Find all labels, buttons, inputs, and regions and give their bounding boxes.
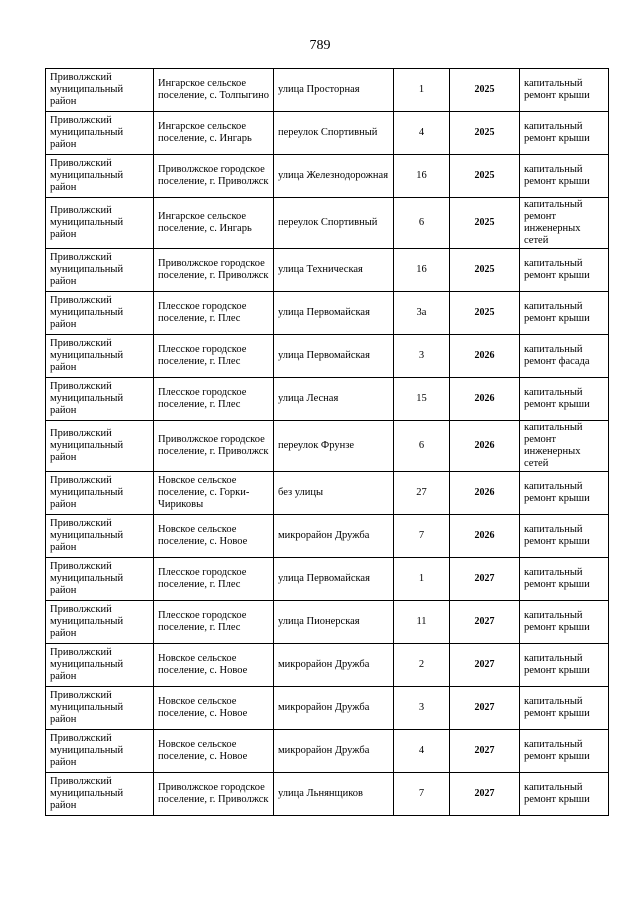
work-type-cell: капитальный ремонт крыши bbox=[520, 730, 609, 773]
year-cell: 2025 bbox=[450, 155, 520, 198]
settlement-cell: Приволжское городское поселение, г. Приволжск bbox=[154, 773, 274, 816]
district-cell: Приволжский муниципальный район bbox=[46, 421, 154, 472]
work-type-cell: капитальный ремонт инженерных сетей bbox=[520, 421, 609, 472]
district-cell: Приволжский муниципальный район bbox=[46, 378, 154, 421]
district-cell: Приволжский муниципальный район bbox=[46, 249, 154, 292]
table-row bbox=[46, 472, 609, 515]
work-type-cell: капитальный ремонт инженерных сетей bbox=[520, 198, 609, 249]
street-cell: микрорайон Дружба bbox=[274, 644, 394, 687]
table-row bbox=[46, 421, 609, 472]
work-type-cell: капитальный ремонт крыши bbox=[520, 378, 609, 421]
year-cell: 2027 bbox=[450, 730, 520, 773]
house-number-cell: 3а bbox=[394, 292, 450, 335]
district-cell: Приволжский муниципальный район bbox=[46, 515, 154, 558]
district-cell: Приволжский муниципальный район bbox=[46, 335, 154, 378]
settlement-cell: Приволжское городское поселение, г. Приволжск bbox=[154, 155, 274, 198]
settlement-cell: Плесское городское поселение, г. Плес bbox=[154, 378, 274, 421]
year-cell: 2027 bbox=[450, 687, 520, 730]
district-cell: Приволжский муниципальный район bbox=[46, 472, 154, 515]
street-cell: улица Первомайская bbox=[274, 292, 394, 335]
work-type-cell: капитальный ремонт крыши bbox=[520, 558, 609, 601]
work-type-cell: капитальный ремонт крыши bbox=[520, 644, 609, 687]
settlement-cell: Плесское городское поселение, г. Плес bbox=[154, 292, 274, 335]
house-number-cell: 7 bbox=[394, 773, 450, 816]
work-type-cell: капитальный ремонт крыши bbox=[520, 69, 609, 112]
settlement-cell: Новское сельское поселение, с. Новое bbox=[154, 515, 274, 558]
work-type-cell: капитальный ремонт крыши bbox=[520, 601, 609, 644]
street-cell: улица Первомайская bbox=[274, 558, 394, 601]
year-cell: 2025 bbox=[450, 198, 520, 249]
settlement-cell: Ингарское сельское поселение, с. Ингарь bbox=[154, 198, 274, 249]
settlement-cell: Плесское городское поселение, г. Плес bbox=[154, 558, 274, 601]
street-cell: улица Просторная bbox=[274, 69, 394, 112]
settlement-cell: Плесское городское поселение, г. Плес bbox=[154, 601, 274, 644]
street-cell: без улицы bbox=[274, 472, 394, 515]
table-row bbox=[46, 515, 609, 558]
district-cell: Приволжский муниципальный район bbox=[46, 69, 154, 112]
year-cell: 2026 bbox=[450, 421, 520, 472]
table-row bbox=[46, 558, 609, 601]
year-cell: 2026 bbox=[450, 472, 520, 515]
house-number-cell: 7 bbox=[394, 515, 450, 558]
street-cell: переулок Спортивный bbox=[274, 198, 394, 249]
street-cell: улица Железнодорожная bbox=[274, 155, 394, 198]
house-number-cell: 2 bbox=[394, 644, 450, 687]
district-cell: Приволжский муниципальный район bbox=[46, 644, 154, 687]
house-number-cell: 6 bbox=[394, 198, 450, 249]
work-type-cell: капитальный ремонт крыши bbox=[520, 472, 609, 515]
house-number-cell: 16 bbox=[394, 249, 450, 292]
year-cell: 2027 bbox=[450, 644, 520, 687]
year-cell: 2027 bbox=[450, 558, 520, 601]
year-cell: 2025 bbox=[450, 292, 520, 335]
year-cell: 2025 bbox=[450, 69, 520, 112]
house-number-cell: 1 bbox=[394, 69, 450, 112]
settlement-cell: Ингарское сельское поселение, с. Ингарь bbox=[154, 112, 274, 155]
work-type-cell: капитальный ремонт крыши bbox=[520, 515, 609, 558]
street-cell: улица Первомайская bbox=[274, 335, 394, 378]
year-cell: 2027 bbox=[450, 773, 520, 816]
district-cell: Приволжский муниципальный район bbox=[46, 773, 154, 816]
street-cell: улица Лесная bbox=[274, 378, 394, 421]
district-cell: Приволжский муниципальный район bbox=[46, 730, 154, 773]
table-row bbox=[46, 198, 609, 249]
street-cell: улица Льнянщиков bbox=[274, 773, 394, 816]
work-type-cell: капитальный ремонт крыши bbox=[520, 155, 609, 198]
work-type-cell: капитальный ремонт фасада bbox=[520, 335, 609, 378]
settlement-cell: Новское сельское поселение, с. Новое bbox=[154, 687, 274, 730]
table-row bbox=[46, 69, 609, 112]
house-number-cell: 15 bbox=[394, 378, 450, 421]
settlement-cell: Ингарское сельское поселение, с. Толпыгино bbox=[154, 69, 274, 112]
year-cell: 2027 bbox=[450, 601, 520, 644]
work-type-cell: капитальный ремонт крыши bbox=[520, 687, 609, 730]
table-row bbox=[46, 687, 609, 730]
street-cell: улица Техническая bbox=[274, 249, 394, 292]
settlement-cell: Плесское городское поселение, г. Плес bbox=[154, 335, 274, 378]
district-cell: Приволжский муниципальный район bbox=[46, 558, 154, 601]
work-type-cell: капитальный ремонт крыши bbox=[520, 249, 609, 292]
table-row bbox=[46, 249, 609, 292]
table-row bbox=[46, 292, 609, 335]
street-cell: переулок Фрунзе bbox=[274, 421, 394, 472]
district-cell: Приволжский муниципальный район bbox=[46, 687, 154, 730]
district-cell: Приволжский муниципальный район bbox=[46, 155, 154, 198]
settlement-cell: Приволжское городское поселение, г. Приволжск bbox=[154, 421, 274, 472]
house-number-cell: 6 bbox=[394, 421, 450, 472]
housing-repair-table bbox=[45, 68, 609, 816]
street-cell: улица Пионерская bbox=[274, 601, 394, 644]
table-row bbox=[46, 773, 609, 816]
table-row bbox=[46, 730, 609, 773]
house-number-cell: 27 bbox=[394, 472, 450, 515]
house-number-cell: 11 bbox=[394, 601, 450, 644]
district-cell: Приволжский муниципальный район bbox=[46, 292, 154, 335]
settlement-cell: Приволжское городское поселение, г. Приволжск bbox=[154, 249, 274, 292]
district-cell: Приволжский муниципальный район bbox=[46, 198, 154, 249]
table-row bbox=[46, 644, 609, 687]
table-row bbox=[46, 335, 609, 378]
house-number-cell: 4 bbox=[394, 730, 450, 773]
district-cell: Приволжский муниципальный район bbox=[46, 601, 154, 644]
settlement-cell: Новское сельское поселение, с. Новое bbox=[154, 730, 274, 773]
year-cell: 2026 bbox=[450, 378, 520, 421]
table-row bbox=[46, 601, 609, 644]
work-type-cell: капитальный ремонт крыши bbox=[520, 773, 609, 816]
year-cell: 2026 bbox=[450, 335, 520, 378]
page-number: 789 bbox=[309, 38, 331, 53]
street-cell: микрорайон Дружба bbox=[274, 515, 394, 558]
settlement-cell: Новское сельское поселение, с. Горки-Чириковы bbox=[154, 472, 274, 515]
year-cell: 2025 bbox=[450, 112, 520, 155]
table-row bbox=[46, 155, 609, 198]
year-cell: 2025 bbox=[450, 249, 520, 292]
house-number-cell: 3 bbox=[394, 687, 450, 730]
district-cell: Приволжский муниципальный район bbox=[46, 112, 154, 155]
work-type-cell: капитальный ремонт крыши bbox=[520, 112, 609, 155]
house-number-cell: 16 bbox=[394, 155, 450, 198]
table-body bbox=[46, 69, 609, 816]
work-type-cell: капитальный ремонт крыши bbox=[520, 292, 609, 335]
table-row bbox=[46, 378, 609, 421]
table-row bbox=[46, 112, 609, 155]
street-cell: микрорайон Дружба bbox=[274, 730, 394, 773]
house-number-cell: 3 bbox=[394, 335, 450, 378]
street-cell: микрорайон Дружба bbox=[274, 687, 394, 730]
street-cell: переулок Спортивный bbox=[274, 112, 394, 155]
year-cell: 2026 bbox=[450, 515, 520, 558]
house-number-cell: 1 bbox=[394, 558, 450, 601]
house-number-cell: 4 bbox=[394, 112, 450, 155]
settlement-cell: Новское сельское поселение, с. Новое bbox=[154, 644, 274, 687]
